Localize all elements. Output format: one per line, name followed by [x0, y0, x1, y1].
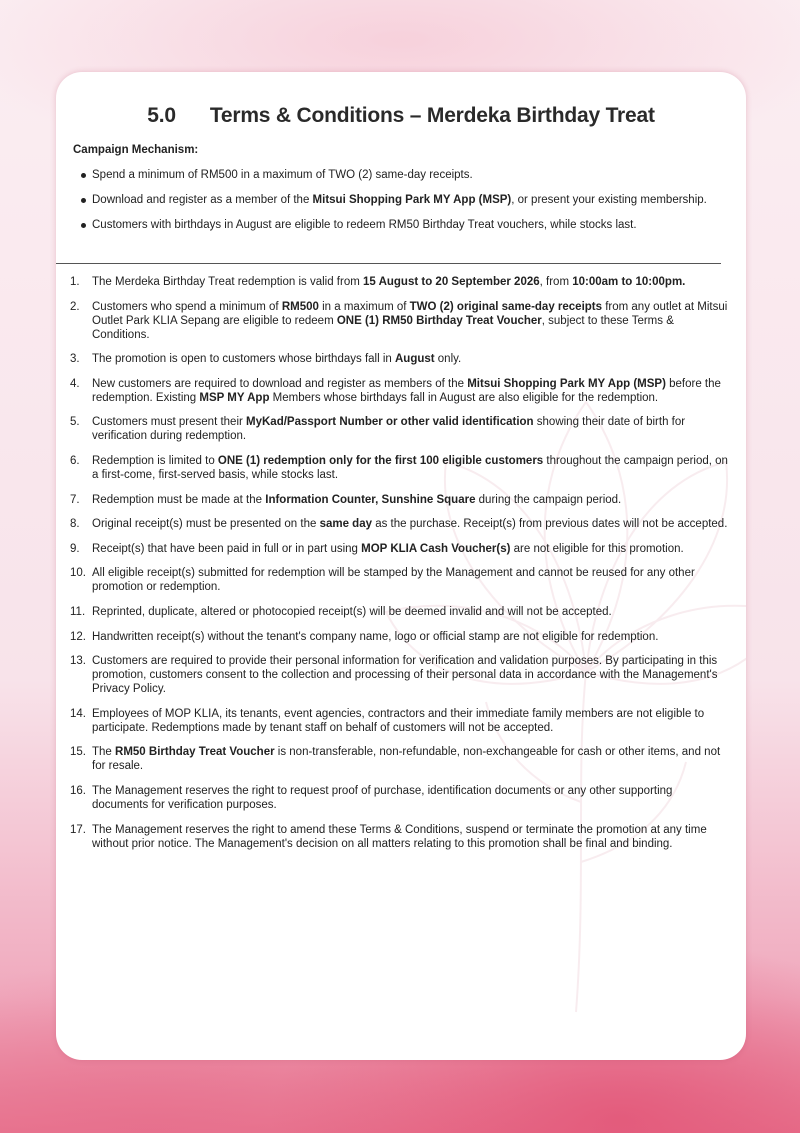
bold-text: TWO (2) original same-day receipts	[409, 300, 603, 313]
bold-text: same day	[319, 518, 372, 531]
text-run: showing their date of birth for verification during redemption.	[92, 416, 686, 443]
term-number: 12.	[70, 630, 86, 643]
text-run: Download and register as a member of the	[92, 194, 313, 206]
text-run: Receipt(s) that have been paid in full or in part using	[92, 542, 362, 555]
term-item	[70, 275, 730, 289]
title-text: Terms & Conditions – Merdeka Birthday Treat	[209, 104, 655, 127]
term-item	[70, 542, 730, 556]
text-run: Spend a minimum of RM500 in a maximum of TWO (2) same-day receipts.	[92, 169, 473, 181]
section-divider	[56, 263, 721, 264]
text-run: during the campaign period.	[475, 493, 622, 506]
text-run: before the redemption. Existing	[92, 377, 721, 404]
text-run: , subject to these Terms & Conditions.	[92, 314, 674, 341]
bold-text: Mitsui Shopping Park MY App (MSP)	[312, 194, 512, 206]
term-number: 10.	[70, 567, 86, 580]
text-run: is non-transferable, non-refundable, non-exchangeable for cash or other items, and not for resale.	[92, 746, 721, 773]
campaign-mechanism-heading: Campaign Mechanism:	[73, 144, 199, 156]
mechanism-bullet	[78, 168, 718, 182]
term-item	[70, 415, 730, 443]
bold-text: MSP MY App	[199, 391, 270, 404]
bold-text: MyKad/Passport Number or other valid identification	[246, 416, 534, 429]
term-number: 5.	[70, 416, 80, 429]
term-item	[70, 454, 730, 482]
term-item	[70, 784, 730, 812]
term-number: 6.	[70, 454, 80, 467]
text-run: Customers must present their	[92, 416, 247, 429]
term-item	[70, 300, 730, 342]
term-number: 14.	[70, 707, 86, 720]
term-item	[70, 517, 730, 531]
text-run: from any outlet at Mitsui Outlet Park KLIA Sepang are eligible to redeem	[92, 300, 728, 327]
text-run: Customers who spend a minimum of	[92, 300, 282, 313]
text-run: Redemption must be made at the	[92, 493, 266, 506]
term-item	[70, 566, 730, 594]
term-item	[70, 352, 730, 366]
bold-text: ONE (1) redemption only for the first 100 eligible customers	[217, 454, 544, 467]
mechanism-bullet-list	[78, 168, 718, 243]
bold-text: August	[394, 353, 435, 366]
text-run: only.	[434, 353, 462, 366]
term-number: 13.	[70, 655, 86, 668]
text-run: in a maximum of	[318, 300, 410, 313]
text-run: Redemption is limited to	[92, 454, 218, 467]
bold-text: 15 August to 20 September 2026	[363, 276, 540, 288]
term-number: 3.	[70, 353, 80, 366]
term-item	[70, 823, 730, 851]
text-run: Handwritten receipt(s) without the tenant's company name, logo or official stamp are not eligible for redemption.	[92, 630, 659, 643]
text-run: , or present your existing membership.	[511, 194, 707, 206]
bold-text: ONE (1) RM50 Birthday Treat Voucher	[336, 314, 542, 327]
term-number: 2.	[70, 300, 80, 313]
text-run: Customers are required to provide their personal information for verification and validation purposes. By participating in this promotion, customers consent to the collection and processing of their personal data in accordance with the Management's Privacy Policy.	[92, 655, 718, 696]
text-run: The Management reserves the right to amend these Terms & Conditions, suspend or terminate the promotion at any time without prior notice. The Management's decision on all matters relating to this promotion shall be final and binding.	[92, 823, 707, 850]
text-run: are not eligible for this promotion.	[510, 542, 684, 555]
term-item	[70, 654, 730, 696]
text-run: Members whose birthdays fall in August are also eligible for the redemption.	[269, 391, 659, 404]
bold-text: Information Counter, Sunshine Square	[265, 493, 476, 506]
term-number: 17.	[70, 823, 86, 836]
terms-list	[70, 275, 730, 861]
term-number: 16.	[70, 784, 86, 797]
term-number: 1.	[70, 276, 80, 288]
term-item	[70, 493, 730, 507]
page-title	[56, 104, 746, 128]
section-number: 5.0	[147, 104, 176, 127]
text-run: , from	[539, 276, 573, 288]
mechanism-bullet	[78, 218, 718, 232]
text-run: Reprinted, duplicate, altered or photocopied receipt(s) will be deemed invalid and will not be accepted.	[92, 605, 612, 618]
bold-text: RM50 Birthday Treat Voucher	[115, 746, 275, 759]
text-run: Customers with birthdays in August are eligible to redeem RM50 Birthday Treat vouchers, while stocks last.	[92, 219, 637, 231]
term-number: 9.	[70, 542, 80, 555]
bold-text: 10:00am to 10:00pm.	[572, 276, 686, 288]
bold-text: Mitsui Shopping Park MY App (MSP)	[467, 377, 666, 390]
bold-text: MOP KLIA Cash Voucher(s)	[361, 542, 511, 555]
term-item	[70, 707, 730, 735]
text-run: The Merdeka Birthday Treat redemption is valid from	[92, 276, 364, 288]
mechanism-bullet	[78, 193, 718, 207]
text-run: throughout the campaign period, on a first-come, first-served basis, while stocks last.	[92, 454, 728, 481]
term-item	[70, 630, 730, 644]
text-run: Employees of MOP KLIA, its tenants, event agencies, contractors and their immediate family members are not eligible to participate. Redemptions made by tenant staff on behalf of customers will not be accepted.	[92, 707, 705, 734]
terms-card	[56, 72, 746, 1060]
text-run: All eligible receipt(s) submitted for redemption will be stamped by the Management and cannot be reused for any other promotion or redemption.	[92, 567, 695, 594]
term-number: 15.	[70, 746, 86, 759]
term-number: 11.	[70, 605, 86, 618]
term-number: 7.	[70, 493, 80, 506]
term-number: 8.	[70, 518, 80, 531]
term-number: 4.	[70, 377, 80, 390]
text-run: as the purchase. Receipt(s) from previous dates will not be accepted.	[372, 518, 728, 531]
bold-text: RM500	[281, 300, 319, 313]
term-item	[70, 377, 730, 405]
text-run: Original receipt(s) must be presented on the	[92, 518, 320, 531]
text-run: The	[92, 746, 116, 759]
term-item	[70, 605, 730, 619]
text-run: New customers are required to download and register as members of the	[92, 377, 468, 390]
text-run: The promotion is open to customers whose birthdays fall in	[92, 353, 395, 366]
text-run: The Management reserves the right to request proof of purchase, identification documents or any other supporting documents for verification purposes.	[92, 784, 673, 811]
term-item	[70, 745, 730, 773]
